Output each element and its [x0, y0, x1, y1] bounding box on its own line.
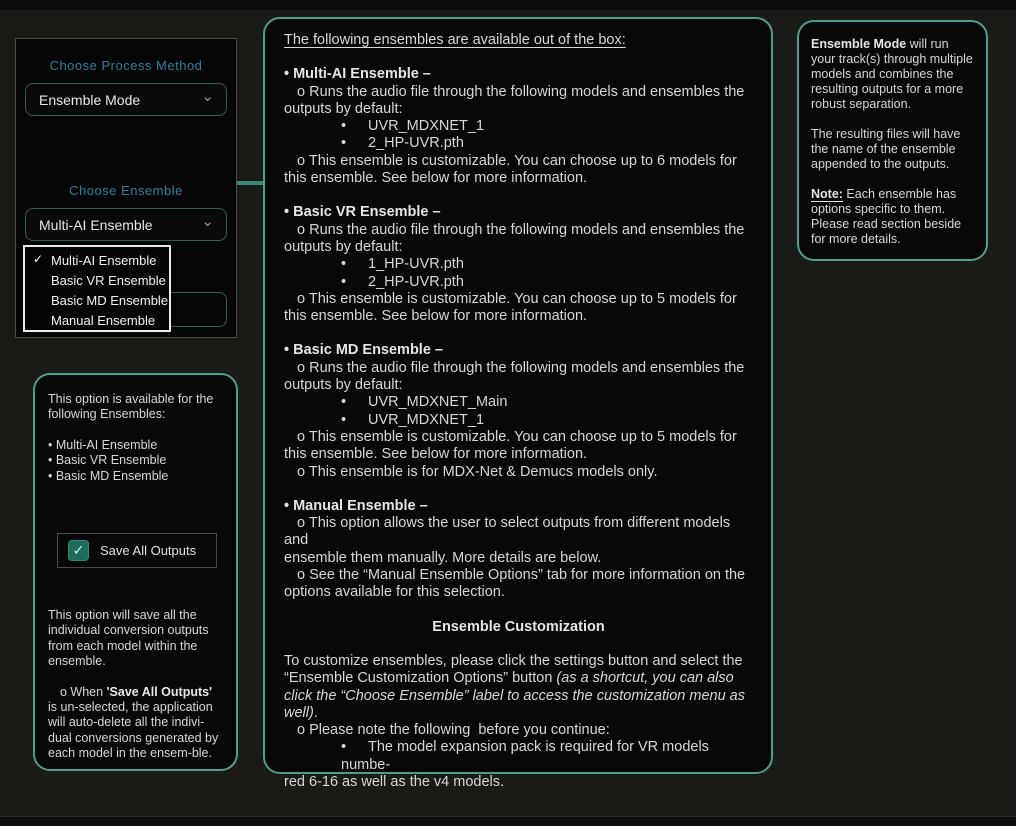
menu-item-label: Basic VR Ensemble	[51, 272, 166, 288]
window-bottom-edge	[0, 816, 1016, 826]
ensemble-dropdown-menu	[23, 245, 171, 332]
text-segment: To customize ensembles, please click the settings button and select the “Ensemble Customization Options” button	[284, 652, 747, 687]
text-line: o This ensemble is customizable. You can choose up to 5 models for this ensemble. See below for more information.	[284, 428, 741, 463]
info-paragraph	[811, 37, 975, 112]
panel-connector-line	[237, 181, 263, 185]
doc-title: The following ensembles are available out of the box:	[284, 32, 626, 48]
model-list-item	[284, 274, 753, 291]
bullet-icon: •	[341, 256, 347, 273]
ensembles-doc-panel	[263, 17, 773, 790]
bullet-icon: •	[341, 273, 347, 290]
menu-item-label: Basic MD Ensemble	[51, 292, 169, 308]
text-line: red 6-16 as well as the v4 models.	[284, 773, 505, 790]
bullet-icon: •	[341, 118, 347, 135]
process-method-label: Choose Process Method	[49, 58, 203, 73]
model-name: 2_HP-UVR.pth	[368, 273, 464, 290]
process-method-select[interactable]	[25, 83, 227, 116]
list-item: • Multi-AI Ensemble	[48, 437, 158, 452]
text-line: o Runs the audio file through the following models and ensembles the outputs by default:	[284, 83, 749, 117]
text-segment-italic: (as a shortcut, you can also click the “Choose Ensemble” label to access the customization menu as well)	[284, 670, 750, 721]
section-heading-basic-vr: • Basic VR Ensemble –	[284, 204, 441, 221]
bullet-icon: •	[341, 739, 347, 756]
model-list-item	[284, 412, 753, 429]
section-heading-manual: • Manual Ensemble –	[284, 497, 428, 514]
window-top-edge	[0, 0, 1016, 10]
text-line: o This option allows the user to select outputs from different models and	[284, 515, 735, 549]
text-segment-bold: Ensemble Mode	[811, 37, 907, 51]
choose-ensemble-select[interactable]	[25, 208, 227, 241]
choose-ensemble-value: Multi-AI Ensemble	[39, 216, 153, 233]
model-list-item	[284, 256, 753, 273]
text-line: ensemble them manually. More details are below.	[284, 549, 602, 566]
customization-heading: Ensemble Customization	[432, 618, 605, 635]
model-list-item	[284, 135, 753, 152]
text-segment-bold: 'Save All Outputs'	[106, 684, 213, 699]
chevron-down-icon: ⌄	[201, 212, 214, 230]
checkbox-checked-icon	[68, 540, 89, 561]
checkbox-label: Save All Outputs	[100, 542, 197, 558]
text-segment: .	[313, 704, 318, 721]
menu-item-label: Manual Ensemble	[51, 312, 156, 328]
text-segment: Each ensemble has options specific to them. Please read section beside for more details.	[811, 187, 965, 246]
save-when-paragraph	[48, 685, 224, 762]
text-line: o Runs the audio file through the following models and ensembles the outputs by default:	[284, 221, 749, 255]
model-name: UVR_MDXNET_Main	[368, 394, 508, 411]
menu-item-basic-md-ensemble[interactable]	[25, 290, 169, 310]
model-list-item	[284, 394, 753, 411]
check-icon: ✓	[33, 252, 44, 266]
chevron-down-icon: ⌄	[201, 87, 214, 105]
customization-paragraph	[284, 653, 753, 722]
model-list-item	[284, 118, 753, 135]
check-icon: ✓	[72, 541, 85, 558]
bullet-icon: •	[341, 394, 347, 411]
choose-ensemble-label[interactable]: Choose Ensemble	[69, 183, 183, 198]
save-description: This option will save all the individual conversion outputs from each model within the ensemble.	[48, 608, 213, 669]
section-heading-multi-ai: • Multi-AI Ensemble –	[284, 66, 431, 83]
bullet-icon: •	[341, 135, 347, 152]
model-name: 1_HP-UVR.pth	[368, 256, 464, 273]
process-method-panel	[15, 38, 237, 338]
model-name: 2_HP-UVR.pth	[368, 135, 464, 152]
menu-item-basic-vr-ensemble[interactable]	[25, 270, 169, 290]
bullet-icon: •	[341, 411, 347, 428]
expansion-note	[284, 739, 753, 774]
text-segment: is un-selected, the application will auto-delete all the indivi-dual conversions generated by each model in the ensem-ble.	[48, 684, 222, 761]
list-item: • Basic VR Ensemble	[48, 453, 167, 468]
text-line: o This ensemble is customizable. You can choose up to 6 models for this ensemble. See below for more information.	[284, 152, 741, 187]
text-line: o This ensemble is for MDX-Net & Demucs models only.	[297, 463, 658, 480]
process-method-value: Ensemble Mode	[39, 91, 141, 108]
menu-item-label: Multi-AI Ensemble	[51, 252, 157, 268]
text-line: o This ensemble is customizable. You can choose up to 5 models for this ensemble. See below for more information.	[284, 290, 741, 325]
info-paragraph	[811, 187, 975, 247]
list-item: • Basic MD Ensemble	[48, 468, 169, 483]
text-line: o Runs the audio file through the following models and ensembles the outputs by default:	[284, 359, 749, 394]
text-segment: The model expansion pack is required for VR models numbe-	[341, 739, 713, 773]
save-all-outputs-checkbox[interactable]	[57, 533, 217, 568]
menu-item-manual-ensemble[interactable]	[25, 310, 169, 330]
text-segment: will run your track(s) through multiple models and combines the resulting outputs for a more robust separation.	[811, 37, 977, 111]
text-segment: o When	[60, 684, 107, 699]
menu-item-multi-ai-ensemble[interactable]	[25, 250, 169, 270]
model-name: UVR_MDXNET_1	[368, 411, 485, 428]
note-label: Note:	[811, 187, 843, 201]
ensemble-mode-info-panel	[797, 20, 988, 261]
info-paragraph: The resulting files will have the name of the ensemble appended to the outputs.	[811, 127, 964, 171]
text-line: o Please note the following before you continue:	[297, 722, 610, 739]
text-line: o See the “Manual Ensemble Options” tab for more information on the options available for this selection.	[284, 567, 750, 601]
model-name: UVR_MDXNET_1	[368, 118, 485, 135]
save-intro: This option is available for the following Ensembles:	[48, 392, 217, 422]
section-heading-basic-md: • Basic MD Ensemble –	[284, 342, 443, 359]
save-outputs-info-panel	[33, 373, 238, 771]
